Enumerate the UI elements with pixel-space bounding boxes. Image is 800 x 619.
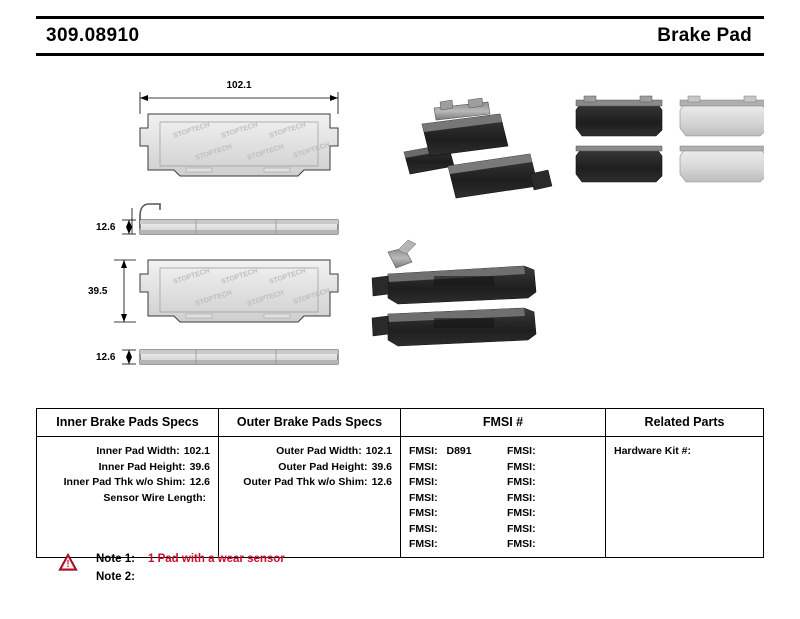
column-header-inner-specs: Inner Brake Pads Specs [37,409,219,436]
related-parts-cell [606,437,763,557]
outer-pad-width-value: 102.1 [365,445,392,457]
inner-pad-thk-value: 12.6 [189,476,210,488]
spec-row [37,460,218,476]
note-2-row [96,568,536,586]
inner-specs-cell [37,437,219,557]
fmsi-label: FMSI: [409,476,438,488]
sensor-wire-length-value [206,491,210,507]
dim-height-label: 39.5 [88,286,108,297]
fmsi-column-left [409,444,507,553]
warning-triangle-icon [58,553,78,571]
fmsi-label: FMSI: [507,522,536,535]
pad-watermark: STOPTECH [194,143,233,162]
column-header-related-parts: Related Parts [644,415,725,429]
fmsi-label: FMSI: [409,538,438,550]
pad-watermark: STOPTECH [292,287,331,306]
pad-watermark: STOPTECH [292,141,331,160]
fmsi-label: FMSI: [507,538,536,550]
fmsi-label: FMSI: [507,507,536,519]
inner-pad-height-value: 39.6 [189,460,210,473]
fmsi-label: FMSI: [507,476,536,488]
fmsi-value [438,461,444,473]
inner-pad-height-label: Inner Pad Height: [98,460,186,473]
page-title: Brake Pad [657,25,752,46]
pad-watermark: STOPTECH [220,267,259,286]
hardware-kit-row [606,444,763,460]
fmsi-row [409,475,507,491]
fmsi-value [438,476,444,488]
fmsi-row [507,522,605,538]
fmsi-label: FMSI: [507,491,536,504]
pad-watermark: STOPTECH [220,121,259,140]
photo-pad-grid [576,96,764,182]
fmsi-value [438,492,444,504]
outer-pad-height-label: Outer Pad Height: [278,460,368,473]
fmsi-label: FMSI: [409,507,438,519]
inner-pad-width-label: Inner Pad Width: [96,445,180,457]
notes-section [36,550,536,586]
fmsi-value [536,476,542,488]
technical-drawing [36,62,764,392]
photo-pad-angled-1 [404,98,552,198]
fmsi-row [409,460,507,476]
fmsi-row [409,491,507,507]
fmsi-label: FMSI: [409,522,438,535]
fmsi-row [507,475,605,491]
fmsi-row [507,460,605,476]
fmsi-label: FMSI: [409,460,438,473]
part-number: 309.08910 [46,25,140,46]
fmsi-cell [401,437,606,557]
fmsi-value [536,538,542,550]
fmsi-value [536,445,542,457]
pad-watermark: STOPTECH [246,143,285,162]
fmsi-row [409,506,507,522]
inner-pad-width-value: 102.1 [183,445,210,457]
fmsi-label: FMSI: [409,445,438,457]
outer-pad-height-value: 39.6 [371,460,392,473]
spec-row [219,460,400,476]
fmsi-label: FMSI: [507,445,536,457]
spec-row [219,444,400,460]
fmsi-value [536,523,542,535]
pad-watermark: STOPTECH [268,267,307,286]
spec-row [37,444,218,460]
note-1-label: Note 1: [96,553,135,565]
note-1-row [96,550,536,568]
fmsi-value [536,492,542,504]
fmsi-label: FMSI: [409,491,438,504]
fmsi-row [507,491,605,507]
column-header-fmsi: FMSI # [401,409,606,436]
spec-row [219,475,400,491]
pad-watermark: STOPTECH [268,121,307,140]
fmsi-value [438,523,444,535]
fmsi-label: FMSI: [507,460,536,473]
fmsi-row [507,506,605,522]
pad-watermark: STOPTECH [172,121,211,140]
specs-table [36,408,764,558]
fmsi-column-right [507,444,605,553]
note-2-label: Note 2: [96,571,135,583]
note-1-value: 1 Pad with a wear sensor [148,553,285,565]
sensor-wire-length-label: Sensor Wire Length: [103,491,206,504]
specs-table-body [37,437,763,557]
header-bar [36,16,764,56]
fmsi-row [507,444,605,460]
spec-row [37,491,218,507]
fmsi-row [409,444,507,460]
fmsi-value: D891 [446,445,472,457]
outer-specs-cell [219,437,401,557]
photo-pad-pair [372,240,536,346]
dim-upper-thickness-label: 12.6 [96,222,116,233]
outer-pad-thk-label: Outer Pad Thk w/o Shim: [243,476,368,488]
column-header-outer-specs: Outer Brake Pads Specs [219,409,401,436]
outer-pad-thk-value: 12.6 [371,476,392,488]
fmsi-value [536,461,542,473]
pad-watermark: STOPTECH [246,289,285,308]
specs-table-header-row [37,409,763,437]
pad-watermark: STOPTECH [172,267,211,286]
fmsi-value [438,507,444,519]
hardware-kit-label: Hardware Kit #: [614,445,692,457]
pad-watermark: STOPTECH [194,289,233,308]
outer-pad-width-label: Outer Pad Width: [276,445,362,457]
fmsi-row [409,522,507,538]
inner-pad-thk-label: Inner Pad Thk w/o Shim: [63,476,186,488]
spec-row [37,475,218,491]
fmsi-value [438,538,444,550]
dim-top-width-label: 102.1 [226,80,252,91]
dim-lower-thickness-label: 12.6 [96,352,116,363]
fmsi-value [536,507,542,519]
